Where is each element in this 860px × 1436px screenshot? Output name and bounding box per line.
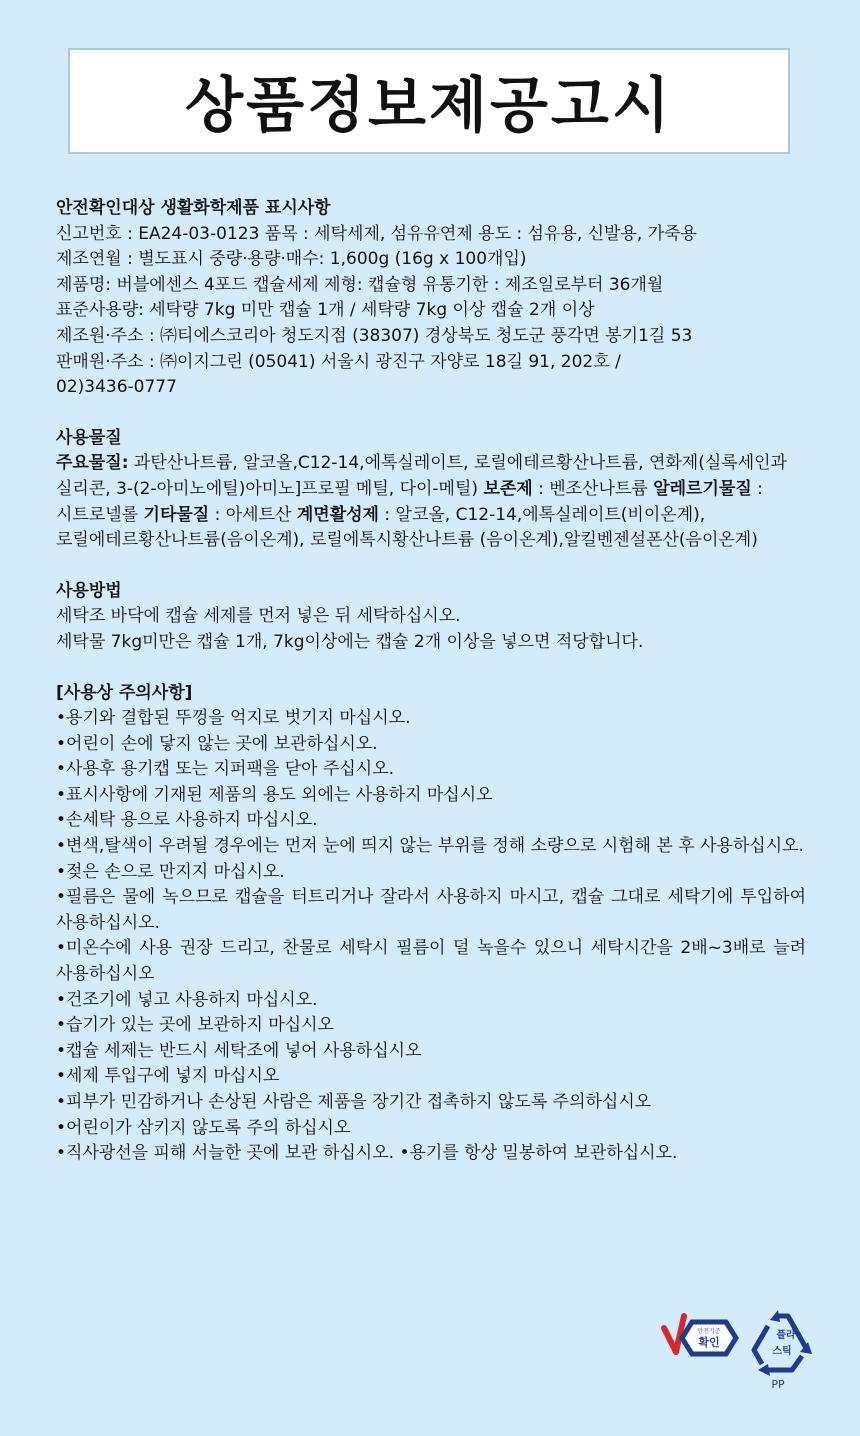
caution-item: •캡슐 세제는 반드시 세탁조에 넣어 사용하십시오: [56, 1040, 422, 1061]
caution-item: •표시사항에 기재된 제품의 용도 외에는 사용하지 마십시오: [56, 784, 493, 805]
caution-item: •피부가 민감하거나 손상된 사람은 제품을 장기간 접촉하지 않도록 주의하십시오: [56, 1092, 652, 1112]
caution-item: •용기와 결합된 뚜껑을 억지로 벗기지 마십시오.: [56, 708, 411, 729]
safety-check-icon: [660, 1308, 742, 1370]
certification-logos: [660, 1308, 820, 1396]
cautions-section: [56, 681, 806, 1167]
ingredients-section: [56, 426, 806, 554]
label-info-line: 신고번호 : EA24-03-0123 품목 : 세탁세제, 섬유유연제 용도 : 섬유용, 신발용, 가죽용: [56, 223, 697, 244]
plastic-line2: 스틱: [772, 1346, 792, 1357]
label-info-heading: 안전확인대상 생활화학제품 표시사항: [56, 198, 331, 218]
caution-item: •변색,탈색이 우려될 경우에는 먼저 눈에 띄지 않는 부위를 정해 소량으로 시험해 본 후 사용하십시오.: [56, 836, 804, 857]
caution-item: •어린이가 삼키지 않도록 주의 하십시오: [56, 1117, 351, 1138]
label-info-line: 제품명: 버블에센스 4포드 캡슐세제 제형: 캡슐형 유통기한 : 제조일로부터 36개월: [56, 274, 664, 295]
caution-item: •젖은 손으로 만지지 마십시오.: [56, 861, 285, 882]
usage-line: 세탁물 7kg미만은 캡슐 1개, 7kg이상에는 캡슐 2개 이상을 넣으면 적당합니다.: [56, 631, 644, 652]
plastic-line1: 플라: [776, 1330, 796, 1341]
allergen-text: : 시트로넬롤: [56, 478, 763, 525]
usage-section: [56, 579, 806, 656]
label-info-line: 02)3436-0777: [56, 377, 177, 398]
cautions-heading: [사용상 주의사항]: [56, 682, 193, 703]
page-title: 상품정보제공고시: [185, 71, 673, 141]
label-info-line: 제조원·주소 : ㈜티에스코리아 청도지점 (38307) 경상북도 청도군 풍각면 봉기1길 53: [56, 325, 693, 346]
caution-item: •어린이 손에 닿지 않는 곳에 보관하십시오.: [56, 733, 378, 754]
other-substance-text: : 아세트산: [209, 504, 297, 525]
preservative-text: : 벤조산나트륨: [532, 478, 654, 499]
caution-item: •미온수에 사용 권장 드리고, 찬물로 세탁시 필름이 덜 녹을수 있으니 세탁시간을 2배~3배로 늘려 사용하십시오: [56, 938, 807, 985]
ingredients-text: [56, 451, 806, 553]
usage-line: 세탁조 바닥에 캡슐 세제를 먼저 넣은 뒤 세탁하십시오.: [56, 606, 461, 627]
label-info-line: 표준사용량: 세탁량 7kg 미만 캡슐 1개 / 세탁량 7kg 이상 캡슐 2개 이상: [56, 300, 595, 321]
main-substance-text: 과탄산나트륨, 알코올,C12-14,에톡실레이트, 로릴에테르황산나트륨, 연화제(실록세인과 실리콘, 3-(2-아미노에틸)아미노]프로필 메틸, 다이-메틸): [56, 453, 787, 499]
caution-item: •습기가 있는 곳에 보관하지 마십시오: [56, 1015, 334, 1036]
allergen-label: 알레르기물질: [653, 478, 752, 499]
label-info-line: 판매원·주소 : ㈜이지그린 (05041) 서울시 광진구 자양로 18길 91, 202호 /: [56, 351, 621, 372]
caution-item: •사용후 용기캡 또는 지퍼팩을 닫아 주십시오.: [56, 759, 395, 780]
caution-item: •직사광선을 피해 서늘한 곳에 보관 하십시오. •용기를 항상 밀봉하여 보관하십시오.: [56, 1143, 678, 1164]
ingredients-heading: 사용물질: [56, 427, 122, 448]
caution-item: •세제 투입구에 넣지 마십시오: [56, 1066, 280, 1087]
caution-item: •건조기에 넣고 사용하지 마십시오.: [56, 989, 318, 1010]
plastic-recycle-icon: [748, 1308, 816, 1390]
label-info-section: [56, 196, 806, 401]
kc-small-text: 안전기준: [697, 1328, 721, 1335]
main-substance-label: 주요물질:: [56, 453, 129, 474]
plastic-code: PP: [771, 1378, 785, 1390]
surfactant-text: : 알코올, C12-14,에톡실레이트(비이온계), 로릴에테르황산나트륨(음이온계), 로릴에톡시황산나트륨 (음이온계),알킬벤젠설폰산(음이온계): [56, 504, 758, 551]
other-substance-label: 기타물질: [143, 504, 210, 525]
label-info-line: 제조연월 : 별도표시 중량·용량·매수: 1,600g (16g x 100개입): [56, 249, 527, 270]
usage-heading: 사용방법: [56, 580, 122, 601]
caution-item: •손세탁 용으로 사용하지 마십시오.: [56, 810, 318, 831]
title-box: [68, 48, 790, 154]
preservative-label: 보존제: [483, 478, 533, 499]
caution-item: •필름은 물에 녹으므로 캡슐을 터트리거나 잘라서 사용하지 마시고, 캡슐 그대로 세탁기에 투입하여 사용하십시오.: [56, 887, 806, 933]
kc-main-text: 확인: [698, 1336, 720, 1349]
surfactant-label: 계면활성제: [296, 504, 379, 525]
notice-content: [56, 196, 806, 1192]
